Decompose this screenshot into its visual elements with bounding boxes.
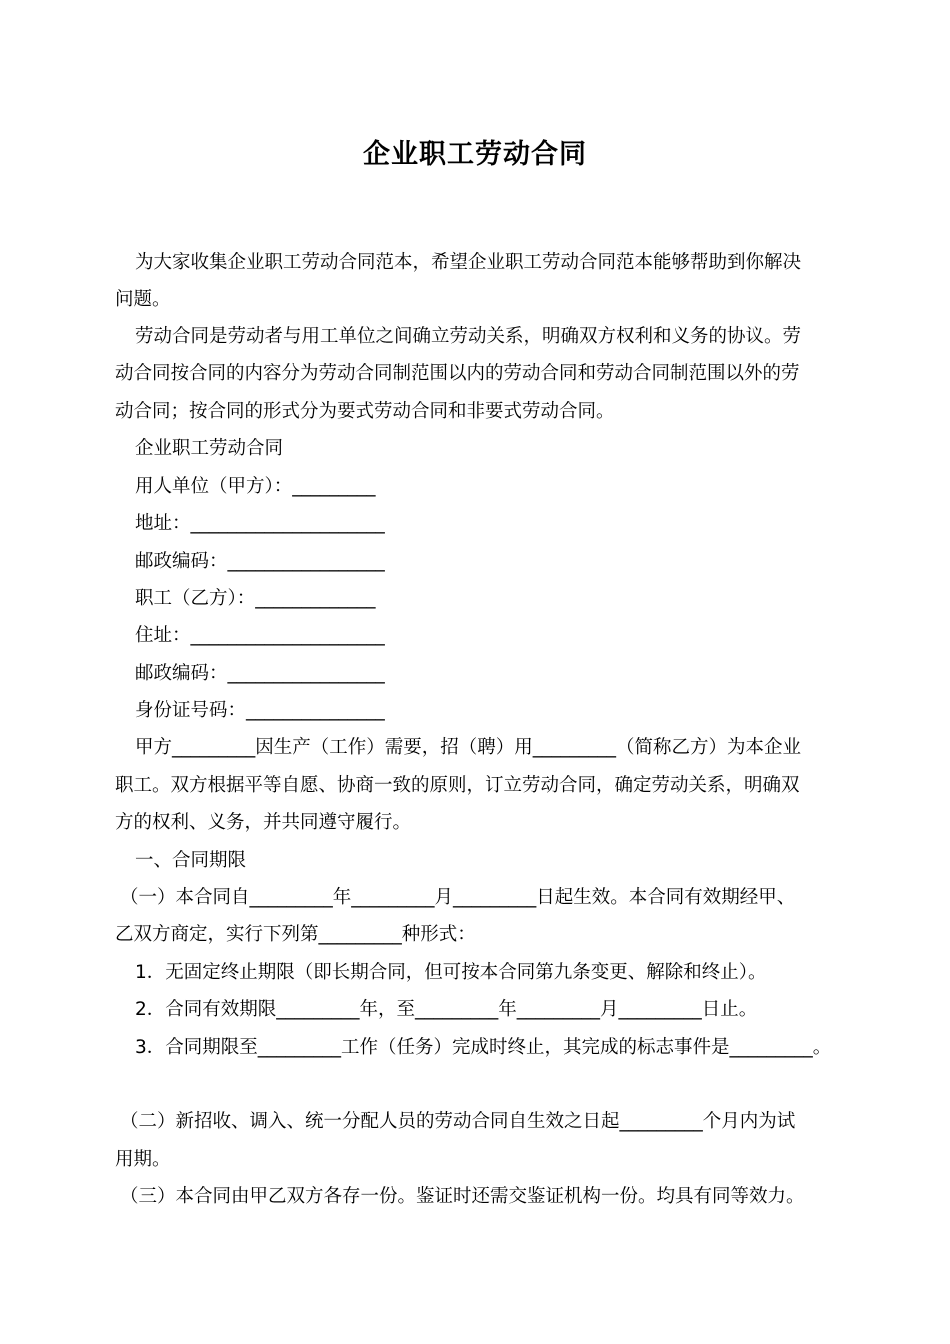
clause-line: （一）本合同自_________年_________月_________日起生效。本合同有效期经甲、 xyxy=(120,887,796,908)
form-field-address: 地址：_____________________ xyxy=(135,513,385,534)
clause-line: （三）本合同由甲乙双方各存一份。鉴证时还需交鉴证机构一份。均具有同等效力。 xyxy=(120,1186,805,1207)
section-heading: 一、合同期限 xyxy=(135,850,247,871)
form-field-residence: 住址：_____________________ xyxy=(135,625,385,646)
clause-line: （二）新招收、调入、统一分配人员的劳动合同自生效之日起_________个月内为试 xyxy=(120,1111,796,1132)
paragraph-line: 甲方_________因生产（工作）需要，招（聘）用_________（简称乙方）为本企业 xyxy=(135,737,802,758)
list-item: 1．无固定终止期限（即长期合同，但可按本合同第九条变更、解除和终止）。 xyxy=(135,962,767,983)
paragraph-line: 职工。双方根据平等自愿、协商一致的原则，订立劳动合同，确定劳动关系，明确双 xyxy=(115,775,800,796)
document-title: 企业职工劳动合同 xyxy=(363,139,587,170)
paragraph-line: 动合同按合同的内容分为劳动合同制范围以内的劳动合同和劳动合同制范围以外的劳 xyxy=(115,363,800,384)
form-field-id-number: 身份证号码：_______________ xyxy=(135,700,385,721)
form-field-employer: 用人单位（甲方）：_________ xyxy=(135,476,376,497)
clause-line: 乙双方商定，实行下列第_________种形式： xyxy=(115,924,476,945)
list-item: 2．合同有效期限_________年，至_________年_________月_________日止。 xyxy=(135,999,758,1020)
form-field-postcode: 邮政编码：_________________ xyxy=(135,551,385,572)
paragraph-line: 为大家收集企业职工劳动合同范本，希望企业职工劳动合同范本能够帮助到你解决 xyxy=(135,252,802,273)
list-item: 3．合同期限至_________工作（任务）完成时终止，其完成的标志事件是_________。 xyxy=(135,1037,832,1058)
form-field-employee: 职工（乙方）：_____________ xyxy=(135,588,376,609)
paragraph-line: 劳动合同是劳动者与用工单位之间确立劳动关系，明确双方权利和义务的协议。劳 xyxy=(135,326,802,347)
paragraph-line: 动合同；按合同的形式分为要式劳动合同和非要式劳动合同。 xyxy=(115,401,615,422)
paragraph-line: 方的权利、义务，并共同遵守履行。 xyxy=(115,812,412,833)
form-field-postcode: 邮政编码：_________________ xyxy=(135,663,385,684)
paragraph-line: 问题。 xyxy=(115,289,171,310)
clause-line: 用期。 xyxy=(115,1149,171,1170)
section-heading: 企业职工劳动合同 xyxy=(135,438,284,459)
